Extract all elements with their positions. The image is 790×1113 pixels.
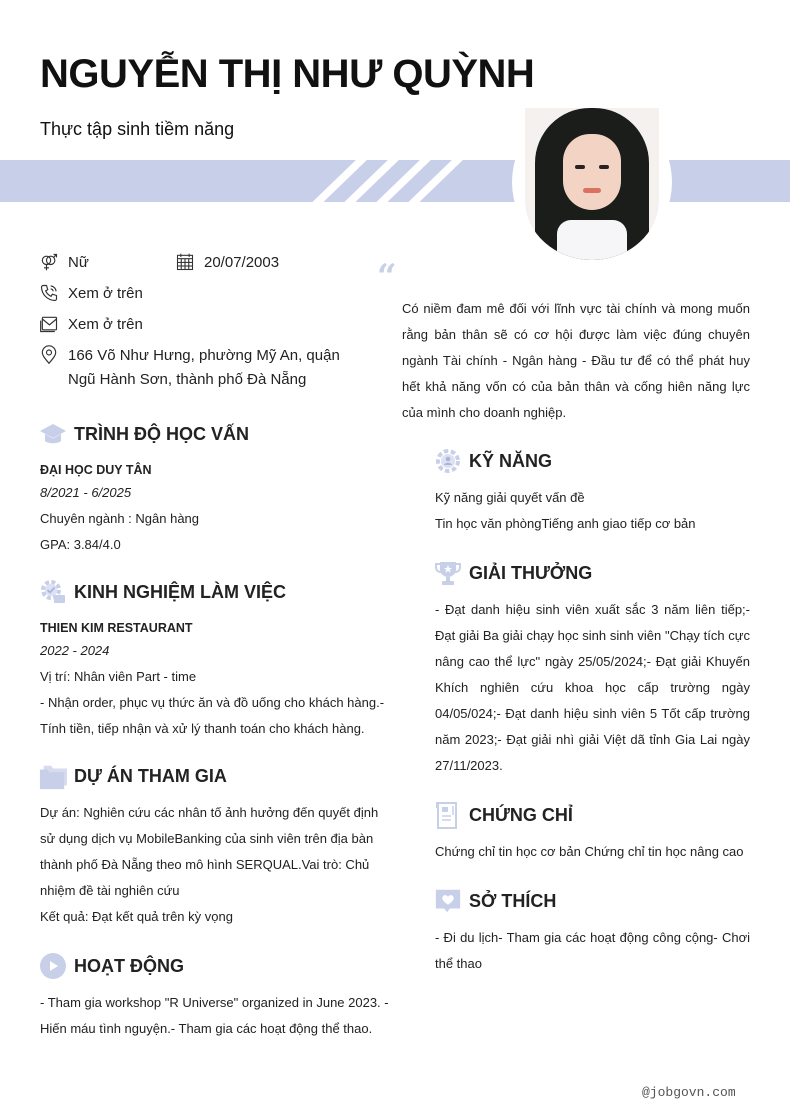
email-value: Xem ở trên (68, 316, 143, 333)
contact-birthdate (174, 251, 279, 275)
section-activities-heading (38, 951, 184, 981)
trophy-icon (433, 558, 463, 588)
career-objective: Có niềm đam mê đối với lĩnh vực tài chính và mong muốn rằng bản thân sẽ có cơ hội được làm việc đúng chuyên ngành Tài chính - Ngân hàng - Đầu tư để có thể phát huy hết khả năng vốn có của bản thân và cống hiên năng lực của mình cho doanh nghiệp. (402, 301, 750, 420)
section-certificates-heading (433, 800, 573, 830)
section-hobbies-heading (433, 886, 556, 916)
contact-gender (38, 251, 89, 275)
candidate-name: NGUYỄN THỊ NHƯ QUỲNH (40, 52, 535, 96)
certificates-text: Chứng chỉ tin học cơ bản Chứng chỉ tin học nâng cao (435, 844, 744, 859)
project-line-3: thành phố Đà Nẵng theo mô hình SERQUAL.Vai trò: Chủ (40, 857, 370, 872)
education-period: 8/2021 - 6/2025 (40, 485, 132, 500)
quote-icon: “ (377, 257, 397, 297)
section-skills-heading (433, 446, 552, 476)
school-name: ĐẠI HỌC DUY TÂN (40, 463, 152, 477)
hobbies-title: SỞ THÍCH (469, 890, 557, 911)
birthdate-value: 20/07/2003 (204, 254, 280, 271)
address-line-1: 166 Võ Như Hưng, phường Mỹ An, quận (68, 347, 340, 364)
company-name: THIEN KIM RESTAURANT (40, 621, 193, 635)
activities-line-1: - Tham gia workshop "R Universe" organized in June 2023. - (40, 995, 389, 1010)
phone-value: Xem ở trên (68, 285, 143, 302)
certificates-title: CHỨNG CHỈ (469, 804, 573, 825)
activities-entry (40, 990, 389, 1042)
education-entry (40, 457, 199, 558)
hobbies-text: - Đi du lịch- Tham gia các hoạt động công cộng- Chơi thể thao (435, 930, 750, 971)
education-title: TRÌNH ĐỘ HỌC VẤN (74, 423, 249, 444)
gear-user-icon (433, 446, 463, 476)
watermark: @jobgovn.com (642, 1085, 736, 1100)
section-experience-heading (38, 577, 286, 607)
calendar-icon (174, 251, 196, 273)
education-gpa: GPA: 3.84/4.0 (40, 537, 121, 552)
graduation-cap-icon (38, 419, 68, 449)
skill-item-2: Tin học văn phòngTiếng anh giao tiếp cơ bản (435, 516, 696, 531)
experience-desc-2: Tính tiền, tiếp nhận và xử lý thanh toán cho khách hàng. (40, 721, 365, 736)
project-line-4: nhiệm đề tài nghiên cứu (40, 883, 180, 898)
experience-position: Vị trí: Nhân viên Part - time (40, 669, 197, 684)
projects-title: DỰ ÁN THAM GIA (74, 765, 227, 786)
awards-title: GIẢI THƯỞNG (469, 562, 593, 583)
mail-icon (38, 313, 60, 335)
skills-entry (435, 485, 696, 537)
skills-title: KỸ NĂNG (469, 450, 553, 471)
gender-value: Nữ (68, 254, 89, 271)
gender-icon (38, 251, 60, 273)
certificate-document-icon (433, 800, 463, 830)
project-line-2: sử dụng dịch vụ MobileBanking của sinh viên trên địa bàn (40, 831, 374, 846)
phone-icon (38, 282, 60, 304)
contact-email (38, 313, 143, 337)
project-entry (40, 800, 378, 930)
education-major: Chuyên ngành : Ngân hàng (40, 511, 200, 526)
skill-item-1: Kỹ năng giải quyết vấn đề (435, 490, 585, 505)
folder-icon (38, 761, 68, 791)
project-line-1: Dự án: Nghiên cứu các nhân tố ảnh hưởng đến quyết định (40, 805, 379, 820)
experience-title: KINH NGHIỆM LÀM VIỆC (74, 581, 287, 602)
candidate-role: Thực tập sinh tiềm năng (40, 119, 235, 139)
section-education-heading (38, 419, 249, 449)
experience-entry (40, 615, 384, 742)
contact-address (38, 344, 340, 392)
experience-period: 2022 - 2024 (40, 643, 110, 658)
contact-phone (38, 282, 143, 306)
activities-line-2: Hiến máu tình nguyện.- Tham gia các hoạt động thể thao. (40, 1021, 373, 1036)
profile-photo (525, 108, 659, 260)
project-result: Kết quả: Đạt kết quả trên kỳ vọng (40, 909, 233, 924)
play-circle-icon (38, 951, 68, 981)
location-pin-icon (38, 344, 60, 366)
section-projects-heading (38, 761, 227, 791)
section-awards-heading (433, 558, 592, 588)
heart-chat-icon (433, 886, 463, 916)
awards-text: - Đạt danh hiệu sinh viên xuất sắc 3 năm liên tiếp;- Đạt giải Ba giải chạy học sinh sinh viên "Chạy tích cực nâng cao thể lực" ngày 25/05/2024;- Đạt giải Khuyến Khích nghiên cứu khoa học cấp trường ngày 04/05/024;- Đạt danh hiệu sinh viên 5 Tốt cấp trường năm 2023;- Đạt giải nhì giải Việt dã tỉnh Gia Lai ngày 27/11/2023. (435, 602, 750, 773)
gear-briefcase-icon (38, 577, 68, 607)
experience-desc-1: - Nhận order, phục vụ thức ăn và đồ uống cho khách hàng.- (40, 695, 385, 710)
activities-title: HOẠT ĐỘNG (74, 955, 184, 976)
address-line-2: Ngũ Hành Sơn, thành phố Đà Nẵng (68, 371, 307, 388)
